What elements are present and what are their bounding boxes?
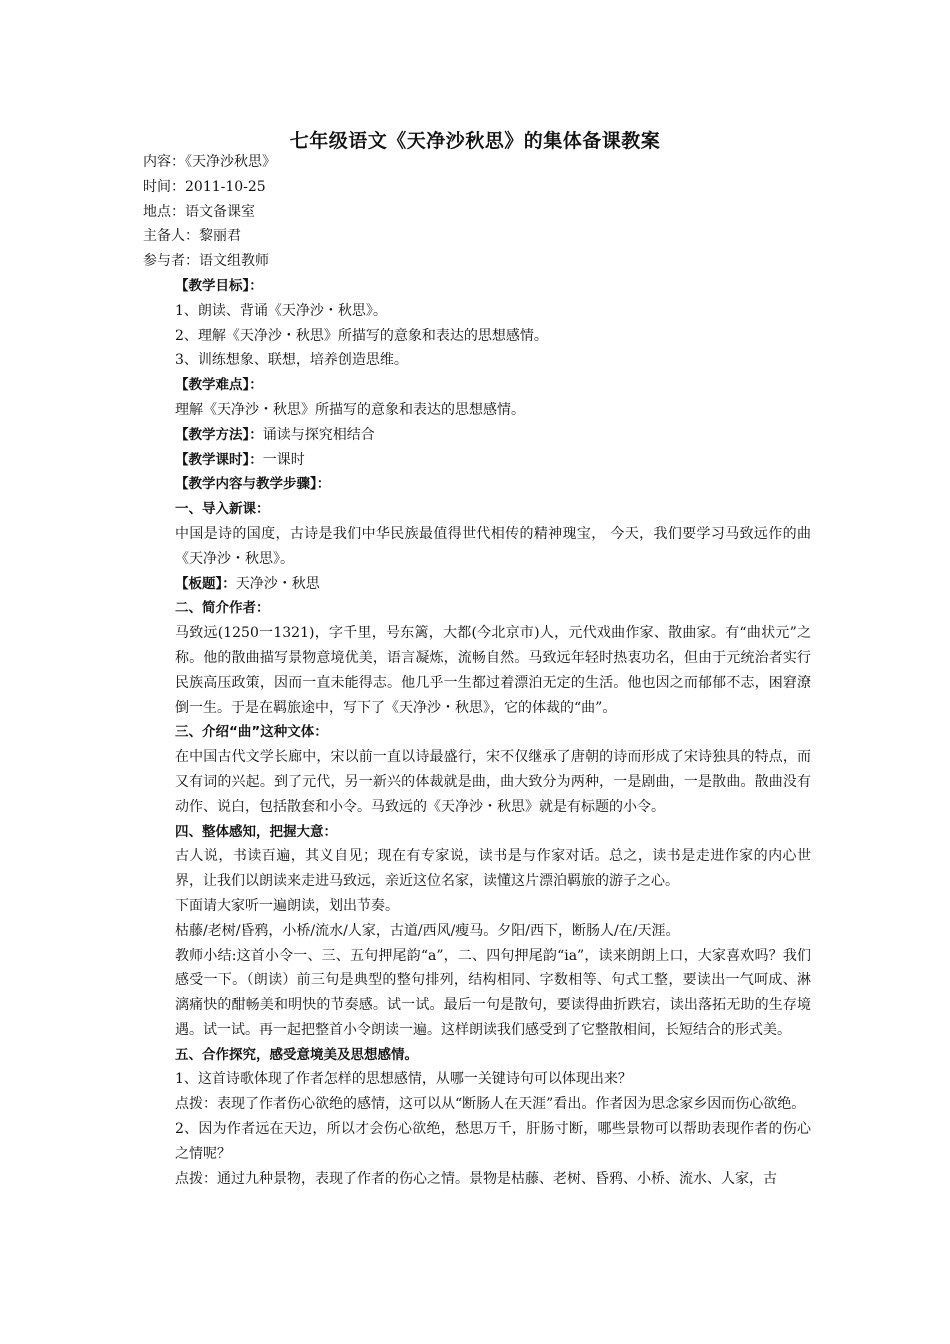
- periods-text: 一课时: [262, 451, 305, 468]
- objective-item: 2、理解《天净沙・秋思》所描写的意象和表达的思想感情。: [175, 327, 548, 344]
- section-1-paragraph: 中国是诗的国度，古诗是我们中华民族最值得世代相传的精神瑰宝， 今天，我们要学习马致远作的曲《天净沙・秋思》。: [175, 525, 811, 567]
- method-text: 诵读与探究相结合: [262, 426, 375, 443]
- document-title: 七年级语文《天净沙秋思》的集体备课教案: [289, 130, 661, 152]
- section-4-paragraph: 下面请大家听一遍朗读，划出节奏。: [175, 897, 399, 914]
- board-text: 天净沙・秋思: [235, 575, 320, 592]
- section-2-paragraph: 马致远(1250一1321)，字千里，号东篱，大都(今北京市)人，元代戏曲作家、散曲家。有“曲状元”之称。他的散曲描写景物意境优美，语言凝炼，流畅自然。马致远年轻时热衷功名，但由于元统治者实行民族高压政策，因而一直未能得志。他几乎一生都过着漂泊无定的生活。他也因之而郁郁不志，困窘潦倒一生。于是在羁旅途中，写下了《天净沙・秋思》，它的体裁的“曲”。: [175, 625, 811, 716]
- answer-1: 点拨：表现了作者伤心欲绝的感情，这可以从“断肠人在天涯”看出。作者因为思念家乡因而伤心欲绝。: [175, 1096, 806, 1113]
- section-3-heading: 三、介绍“曲”这种文体：: [175, 724, 328, 741]
- periods-line: [143, 448, 811, 473]
- method-heading: 【教学方法】：: [175, 426, 263, 443]
- section-4-paragraph: 古人说，书读百遍，其义自见；现在有专家说，读书是与作家对话。总之，读书是走进作家的内心世界，让我们以朗读来走进马致远，亲近这位名家，读懂这片漂泊羁旅的游子之心。: [175, 848, 811, 890]
- section-4-heading: 四、整体感知，把握大意：: [175, 823, 337, 840]
- meta-place: 地点：语文备课室: [143, 203, 255, 220]
- difficulty-text: 理解《天净沙・秋思》所描写的意象和表达的思想感情。: [175, 401, 525, 418]
- method-line: [143, 423, 811, 448]
- board-line: [143, 572, 811, 597]
- question-1: 1、这首诗歌体现了作者怎样的思想感情，从哪一关键诗句可以体现出来？: [175, 1071, 632, 1088]
- section-1-heading: 一、导入新课：: [175, 501, 270, 518]
- meta-content: 内容：《天净沙秋思》: [143, 154, 276, 170]
- objective-item: 1、朗读、背诵《天净沙・秋思》。: [175, 302, 387, 319]
- board-heading: 【板题】：: [175, 575, 236, 592]
- steps-heading: 【教学内容与教学步骤】：: [175, 476, 331, 493]
- objectives-heading: 【教学目标】：: [175, 277, 263, 294]
- meta-participants: 参与者：语文组教师: [143, 253, 269, 270]
- periods-heading: 【教学课时】：: [175, 451, 263, 468]
- section-3-paragraph: 在中国古代文学长廊中，宋以前一直以诗最盛行，宋不仅继承了唐朝的诗而形成了宋诗独具的特点，而又有词的兴起。到了元代，另一新兴的体裁就是曲，曲大致分为两种，一是剧曲，一是散曲。散曲没有动作、说白，包括散套和小令。马致远的《天净沙・秋思》就是有标题的小令。: [175, 749, 811, 815]
- section-4-rhythm: 枯藤/老树/昏鸦，小桥/流水/人家，古道/西风/瘦马。夕阳/西下，断肠人/在/天涯。: [175, 922, 680, 939]
- section-5-heading: 五、合作探究，感受意境美及思想感情。: [175, 1046, 418, 1063]
- section-4-summary: 教师小结:这首小令一、三、五句押尾韵“a”，二、四句押尾韵“ia”，读来朗朗上口，大家喜欢吗？我们感受一下。（朗读）前三句是典型的整句排列，结构相同、字数相等、句式工整，要读出一气呵成、淋漓痛快的酣畅美和明快的节奏感。试一试。最后一句是散句，要读得曲折跌宕，读出落拓无助的生存境遇。试一试。再一起把整首小令朗读一遍。这样朗读我们感受到了它整散相间，长短结合的形式美。: [175, 947, 811, 1038]
- document-body: [143, 150, 811, 1191]
- question-2: 2、因为作者远在天边，所以才会伤心欲绝，愁思万千，肝肠寸断，哪些景物可以帮助表现作者的伤心之情呢？: [175, 1121, 811, 1162]
- difficulty-heading: 【教学难点】：: [175, 377, 263, 394]
- section-2-heading: 二、简介作者：: [175, 600, 270, 617]
- meta-time: 时间：2011-10-25: [143, 178, 266, 195]
- meta-host: 主备人：黎丽君: [143, 228, 241, 245]
- answer-2: 点拨：通过九种景物，表现了作者的伤心之情。景物是枯藤、老树、昏鸦、小桥、流水、人家，古: [175, 1170, 777, 1187]
- objective-item: 3、训练想象、联想，培养创造思维。: [175, 352, 408, 369]
